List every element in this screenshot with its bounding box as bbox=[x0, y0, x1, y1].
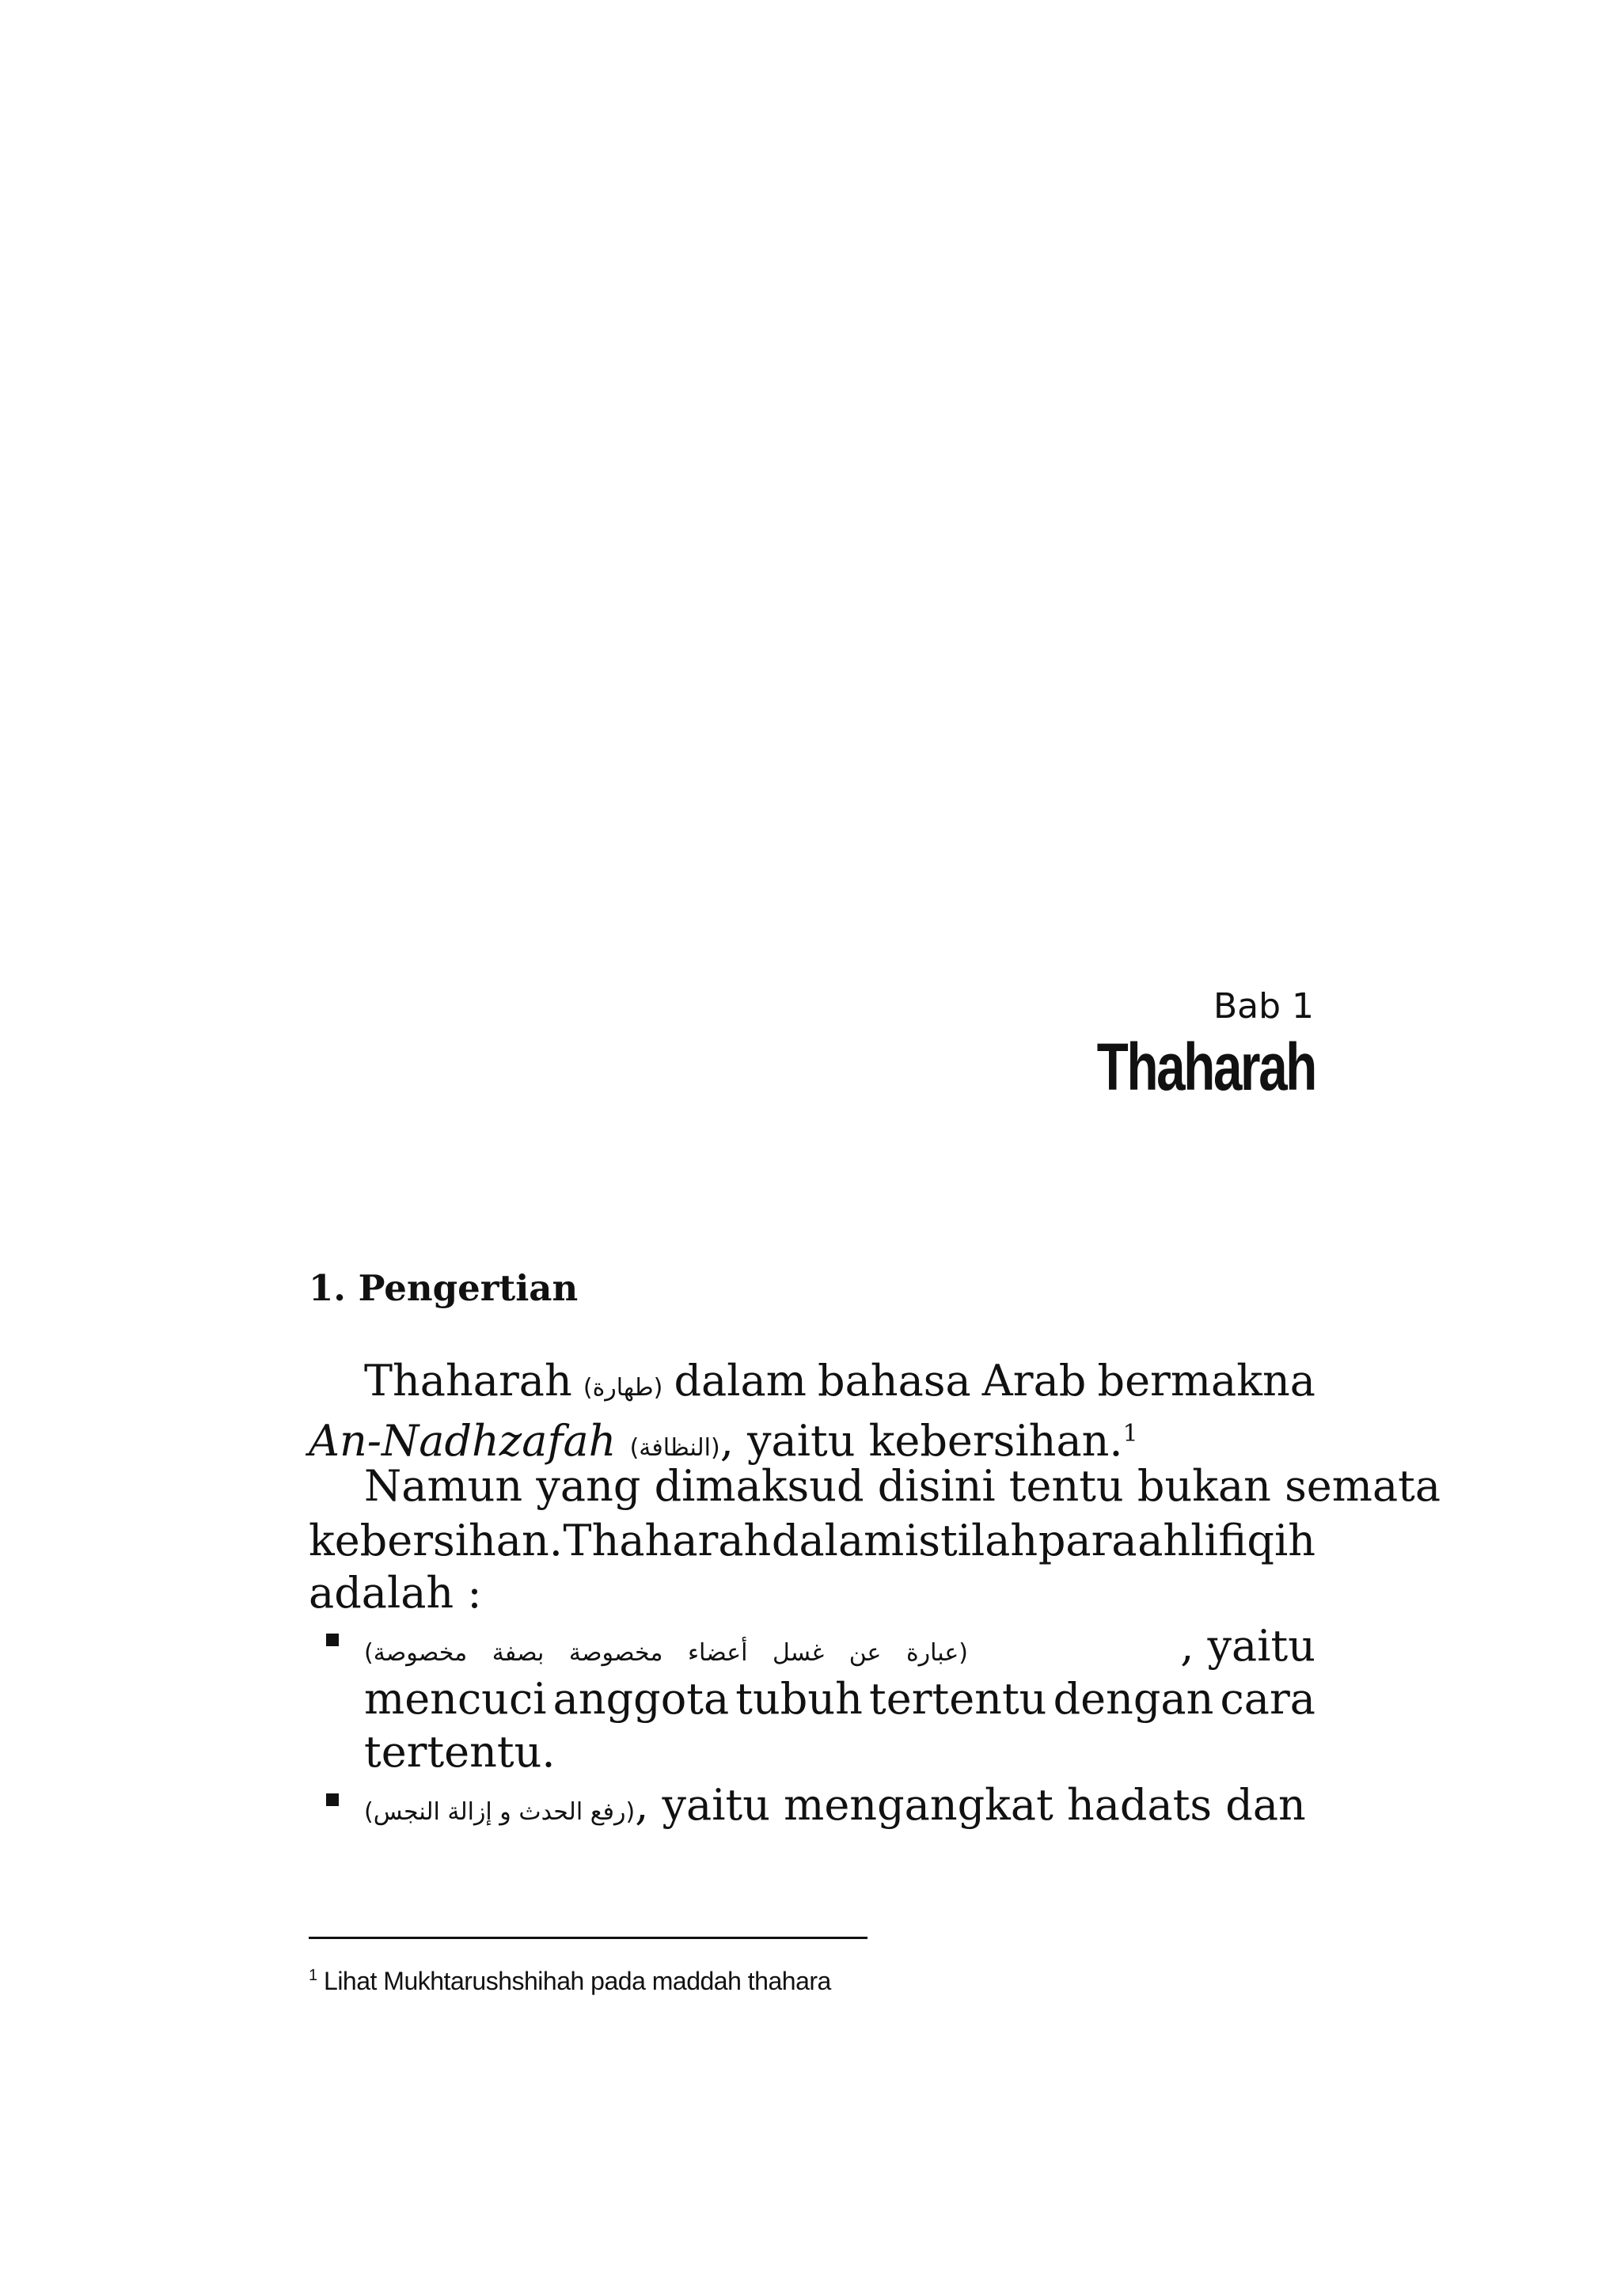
footnote-text: Lihat Mukhtarushshihah pada maddah thahara bbox=[324, 1967, 831, 1995]
paragraph-1-text: , yaitu kebersihan. bbox=[719, 1416, 1123, 1466]
word: para bbox=[1038, 1516, 1137, 1565]
footnote bbox=[309, 1960, 831, 1997]
word: Thaharah bbox=[364, 1356, 572, 1406]
word: bahasa bbox=[818, 1356, 971, 1406]
bullet-square bbox=[326, 1634, 339, 1646]
section-heading: 1. Pengertian bbox=[309, 1267, 579, 1309]
word: dengan bbox=[1053, 1674, 1214, 1724]
word: ahli bbox=[1137, 1516, 1218, 1565]
word: Arab bbox=[981, 1356, 1087, 1406]
paragraph-1-line-1 bbox=[364, 1357, 1315, 1412]
paragraph-2-line-3: adalah : bbox=[309, 1568, 482, 1618]
paragraph-2-line-2 bbox=[309, 1517, 1315, 1565]
word: cara bbox=[1220, 1674, 1315, 1724]
word: fiqih bbox=[1218, 1516, 1315, 1565]
arabic-term: (طهارة) bbox=[583, 1374, 663, 1402]
arabic-term: (النظافة) bbox=[629, 1434, 720, 1462]
word: tertentu bbox=[869, 1674, 1047, 1724]
bullet-1-line-1 bbox=[364, 1622, 1315, 1677]
word: mencuci bbox=[364, 1674, 547, 1724]
word: dalam bbox=[771, 1516, 905, 1565]
word: bermakna bbox=[1097, 1356, 1315, 1406]
arabic-definition: (عبارة عن غسل أعضاء مخصوصة بصفة مخصوصة) bbox=[364, 1639, 968, 1667]
bullet-1-line-2 bbox=[364, 1676, 1315, 1723]
word: istilah bbox=[904, 1516, 1038, 1565]
word: kebersihan. bbox=[309, 1516, 563, 1565]
bullet-1-text: , yaitu bbox=[1180, 1621, 1315, 1671]
word: Thaharah bbox=[563, 1516, 772, 1565]
chapter-label: Bab 1 bbox=[1213, 986, 1314, 1027]
bullet-square bbox=[326, 1793, 339, 1806]
arabic-definition: (رفع الحدث و إزالة النجس) bbox=[364, 1798, 636, 1826]
bullet-2-text: , yaitu mengangkat hadats dan bbox=[635, 1780, 1306, 1830]
bullet-1-line-3: tertentu. bbox=[364, 1727, 556, 1777]
chapter-title: Thaharah bbox=[1096, 1030, 1315, 1104]
paragraph-2-line-1: Namun yang dimaksud disini tentu bukan semata bbox=[364, 1461, 1441, 1511]
footnote-reference[interactable]: 1 bbox=[1122, 1420, 1138, 1448]
footnote-rule bbox=[309, 1937, 867, 1939]
word: tubuh bbox=[735, 1674, 863, 1724]
bullet-2-line-1 bbox=[364, 1782, 1306, 1836]
word: dalam bbox=[674, 1356, 807, 1406]
italic-term: An-Nadhzafah bbox=[309, 1416, 617, 1466]
footnote-marker: 1 bbox=[309, 1967, 317, 1984]
word: anggota bbox=[552, 1674, 730, 1724]
